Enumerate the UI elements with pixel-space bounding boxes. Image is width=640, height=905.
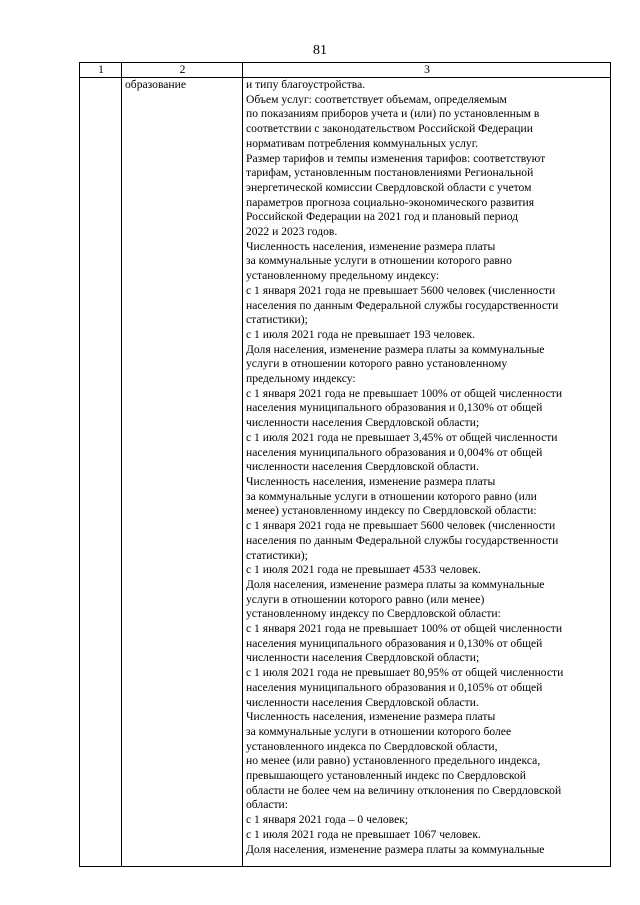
text-line: Численность населения, изменение размера платы xyxy=(246,474,496,488)
text-line: численности населения Свердловской области; xyxy=(246,651,480,665)
text-line: численности населения Свердловской области. xyxy=(246,695,479,709)
cell-description xyxy=(243,78,611,867)
text-line: Доля населения, изменение размера платы за коммунальные xyxy=(246,842,545,856)
text-line: Объем услуг: соответствует объемам, определяемым xyxy=(246,92,507,106)
text-line: менее) установленному индексу по Свердловской области: xyxy=(246,504,537,518)
text-line: с 1 июля 2021 года не превышает 3,45% от общей численности xyxy=(246,430,558,444)
text-line: населения муниципального образования и 0,130% от общей xyxy=(246,401,543,415)
text-line: параметров прогноза социально-экономического развития xyxy=(246,195,535,209)
text-line: статистики); xyxy=(246,313,308,327)
text-line: Доля населения, изменение размера платы за коммунальные xyxy=(246,577,545,591)
text-line: услуги в отношении которого равно (или менее) xyxy=(246,592,485,606)
column-header-1: 1 xyxy=(80,63,122,78)
text-line: населения по данным Федеральной службы государственности xyxy=(246,533,559,547)
text-line: с 1 июля 2021 года не превышает 4533 человек. xyxy=(246,563,481,577)
page-number: 81 xyxy=(313,43,327,58)
text-line: Размер тарифов и темпы изменения тарифов: соответствуют xyxy=(246,151,546,165)
column-header-3: 3 xyxy=(243,63,611,78)
text-line: предельному индексу: xyxy=(246,372,356,386)
text-line: населения муниципального образования и 0,004% от общей xyxy=(246,445,543,459)
text-line: за коммунальные услуги в отношении которого равно xyxy=(246,254,512,268)
text-line: с 1 января 2021 года не превышает 5600 человек (численности xyxy=(246,283,556,297)
text-line: области не более чем на величину отклонения по Свердловской xyxy=(246,783,562,797)
text-line: с 1 января 2021 года – 0 человек; xyxy=(246,813,409,827)
text-line: но менее (или равно) установленного предельного индекса, xyxy=(246,754,541,768)
text-line: населения по данным Федеральной службы государственности xyxy=(246,298,559,312)
text-line: нормативам потребления коммунальных услуг. xyxy=(246,136,479,150)
text-line: области: xyxy=(246,798,288,812)
table-header-row xyxy=(80,63,611,78)
text-line: Российской Федерации на 2021 год и плановый период xyxy=(246,210,519,224)
text-line: энергетической комиссии Свердловской области с учетом xyxy=(246,180,532,194)
text-line: соответствии с законодательством Российской Федерации xyxy=(246,122,533,136)
text-line: численности населения Свердловской области. xyxy=(246,460,479,474)
table-header xyxy=(80,63,611,78)
text-line: тарифам, установленным постановлениями Региональной xyxy=(246,166,534,180)
text-line: Численность населения, изменение размера платы xyxy=(246,239,496,253)
text-line: населения муниципального образования и 0,105% от общей xyxy=(246,680,543,694)
text-line: за коммунальные услуги в отношении которого более xyxy=(246,724,512,738)
text-line: установленному индексу по Свердловской области: xyxy=(246,607,501,621)
text-line: с 1 июля 2021 года не превышает 193 человек. xyxy=(246,327,476,341)
cell-number xyxy=(80,78,122,867)
text-line: с 1 января 2021 года не превышает 5600 человек (численности xyxy=(246,519,556,533)
text-line: превышающего установленный индекс по Свердловской xyxy=(246,769,526,783)
text-line: по показаниям приборов учета и (или) по установленным в xyxy=(246,107,540,121)
text-line: Доля населения, изменение размера платы за коммунальные xyxy=(246,342,545,356)
text-line: и типу благоустройства. xyxy=(246,78,366,91)
cell-service-name: образование xyxy=(122,78,243,867)
text-line: с 1 июля 2021 года не превышает 1067 человек. xyxy=(246,827,481,841)
description-text xyxy=(246,78,608,866)
text-line: населения муниципального образования и 0,130% от общей xyxy=(246,636,543,650)
text-line: установленного индекса по Свердловской области, xyxy=(246,739,498,753)
document-table xyxy=(79,62,611,867)
text-line: статистики); xyxy=(246,548,308,562)
text-line: численности населения Свердловской области; xyxy=(246,416,480,430)
text-line: с 1 января 2021 года не превышает 100% от общей численности xyxy=(246,622,563,636)
text-line: за коммунальные услуги в отношении которого равно (или xyxy=(246,489,537,503)
text-line: с 1 января 2021 года не превышает 100% от общей численности xyxy=(246,386,563,400)
table-row xyxy=(80,78,611,867)
text-line: 2022 и 2023 годов. xyxy=(246,225,338,239)
text-line: Численность населения, изменение размера платы xyxy=(246,710,496,724)
text-line: установленному предельному индексу: xyxy=(246,269,440,283)
text-line: с 1 июля 2021 года не превышает 80,95% от общей численности xyxy=(246,666,564,680)
text-line: услуги в отношении которого равно установленному xyxy=(246,357,508,371)
column-header-2: 2 xyxy=(122,63,243,78)
